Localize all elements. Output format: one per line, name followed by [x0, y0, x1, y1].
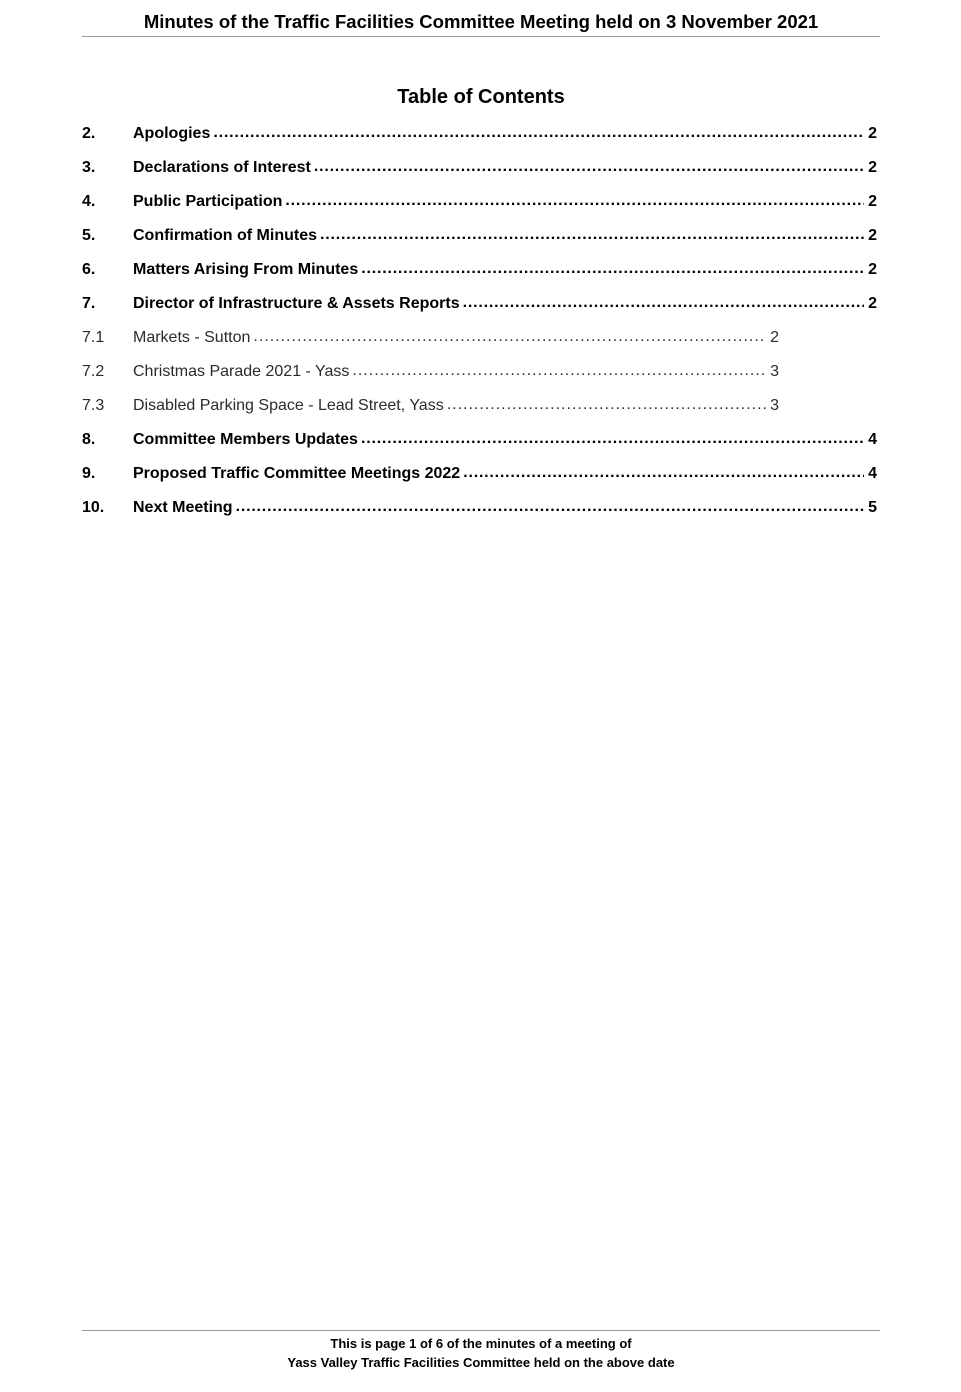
toc-entry-number: 7. [82, 295, 96, 312]
toc-list [82, 120, 877, 528]
toc-entry-number: 6. [82, 261, 96, 278]
toc-entry-page: 3 [770, 363, 779, 380]
toc-entry-markets-sutton[interactable] [82, 324, 779, 358]
footer-divider [82, 1330, 880, 1331]
toc-entry-director-reports[interactable] [82, 290, 877, 324]
toc-entry-number: 4. [82, 193, 96, 210]
toc-dot-leader [285, 187, 864, 215]
toc-entry-number: 5. [82, 227, 96, 244]
toc-entry-number: 8. [82, 431, 96, 448]
toc-entry-confirmation-of-minutes[interactable] [82, 222, 877, 256]
page-footer [82, 1334, 880, 1372]
toc-dot-leader [361, 425, 864, 453]
toc-dot-leader [236, 493, 865, 521]
toc-dot-leader [463, 459, 864, 487]
toc-entry-page: 2 [868, 159, 877, 176]
toc-entry-number: 7.3 [82, 397, 105, 414]
toc-entry-label: Confirmation of Minutes [133, 227, 317, 244]
toc-entry-number: 9. [82, 465, 96, 482]
toc-entry-apologies[interactable] [82, 120, 877, 154]
toc-entry-number: 10. [82, 499, 105, 516]
toc-entry-label: Apologies [133, 125, 211, 142]
toc-dot-leader [253, 323, 766, 351]
toc-entry-page: 2 [868, 227, 877, 244]
toc-entry-number: 7.1 [82, 329, 105, 346]
header-divider [82, 36, 880, 37]
toc-entry-label: Director of Infrastructure & Assets Reports [133, 295, 460, 312]
toc-entry-next-meeting[interactable] [82, 494, 877, 528]
toc-entry-disabled-parking[interactable] [82, 392, 779, 426]
toc-entry-label: Proposed Traffic Committee Meetings 2022 [133, 465, 461, 482]
toc-dot-leader [361, 255, 864, 283]
toc-dot-leader [352, 357, 766, 385]
toc-entry-label: Committee Members Updates [133, 431, 358, 448]
toc-entry-label: Public Participation [133, 193, 283, 210]
toc-entry-page: 2 [770, 329, 779, 346]
toc-entry-page: 2 [868, 193, 877, 210]
toc-entry-label: Declarations of Interest [133, 159, 311, 176]
toc-entry-matters-arising[interactable] [82, 256, 877, 290]
toc-entry-public-participation[interactable] [82, 188, 877, 222]
toc-entry-label: Markets - Sutton [133, 329, 251, 346]
footer-line-2: Yass Valley Traffic Facilities Committee held on the above date [287, 1355, 675, 1370]
toc-entry-proposed-meetings-2022[interactable] [82, 460, 877, 494]
toc-entry-label: Disabled Parking Space - Lead Street, Yass [133, 397, 444, 414]
toc-dot-leader [463, 289, 865, 317]
toc-entry-label: Next Meeting [133, 499, 233, 516]
toc-entry-page: 4 [868, 431, 877, 448]
toc-entry-number: 2. [82, 125, 96, 142]
footer-line-1: This is page 1 of 6 of the minutes of a meeting of [330, 1336, 632, 1351]
toc-entry-number: 3. [82, 159, 96, 176]
toc-entry-number: 7.2 [82, 363, 105, 380]
toc-entry-christmas-parade[interactable] [82, 358, 779, 392]
toc-dot-leader [213, 119, 864, 147]
toc-entry-declarations-of-interest[interactable] [82, 154, 877, 188]
toc-entry-committee-members-updates[interactable] [82, 426, 877, 460]
toc-entry-page: 5 [868, 499, 877, 516]
toc-entry-page: 4 [868, 465, 877, 482]
toc-title: Table of Contents [397, 86, 565, 108]
toc-entry-page: 2 [868, 261, 877, 278]
toc-entry-page: 2 [868, 295, 877, 312]
page-header-title: Minutes of the Traffic Facilities Committee Meeting held on 3 November 2021 [143, 11, 819, 32]
toc-dot-leader [320, 221, 864, 249]
toc-dot-leader [314, 153, 864, 181]
toc-entry-label: Matters Arising From Minutes [133, 261, 359, 278]
toc-entry-page: 2 [868, 125, 877, 142]
toc-entry-label: Christmas Parade 2021 - Yass [133, 363, 350, 380]
toc-entry-page: 3 [770, 397, 779, 414]
toc-dot-leader [447, 391, 766, 419]
